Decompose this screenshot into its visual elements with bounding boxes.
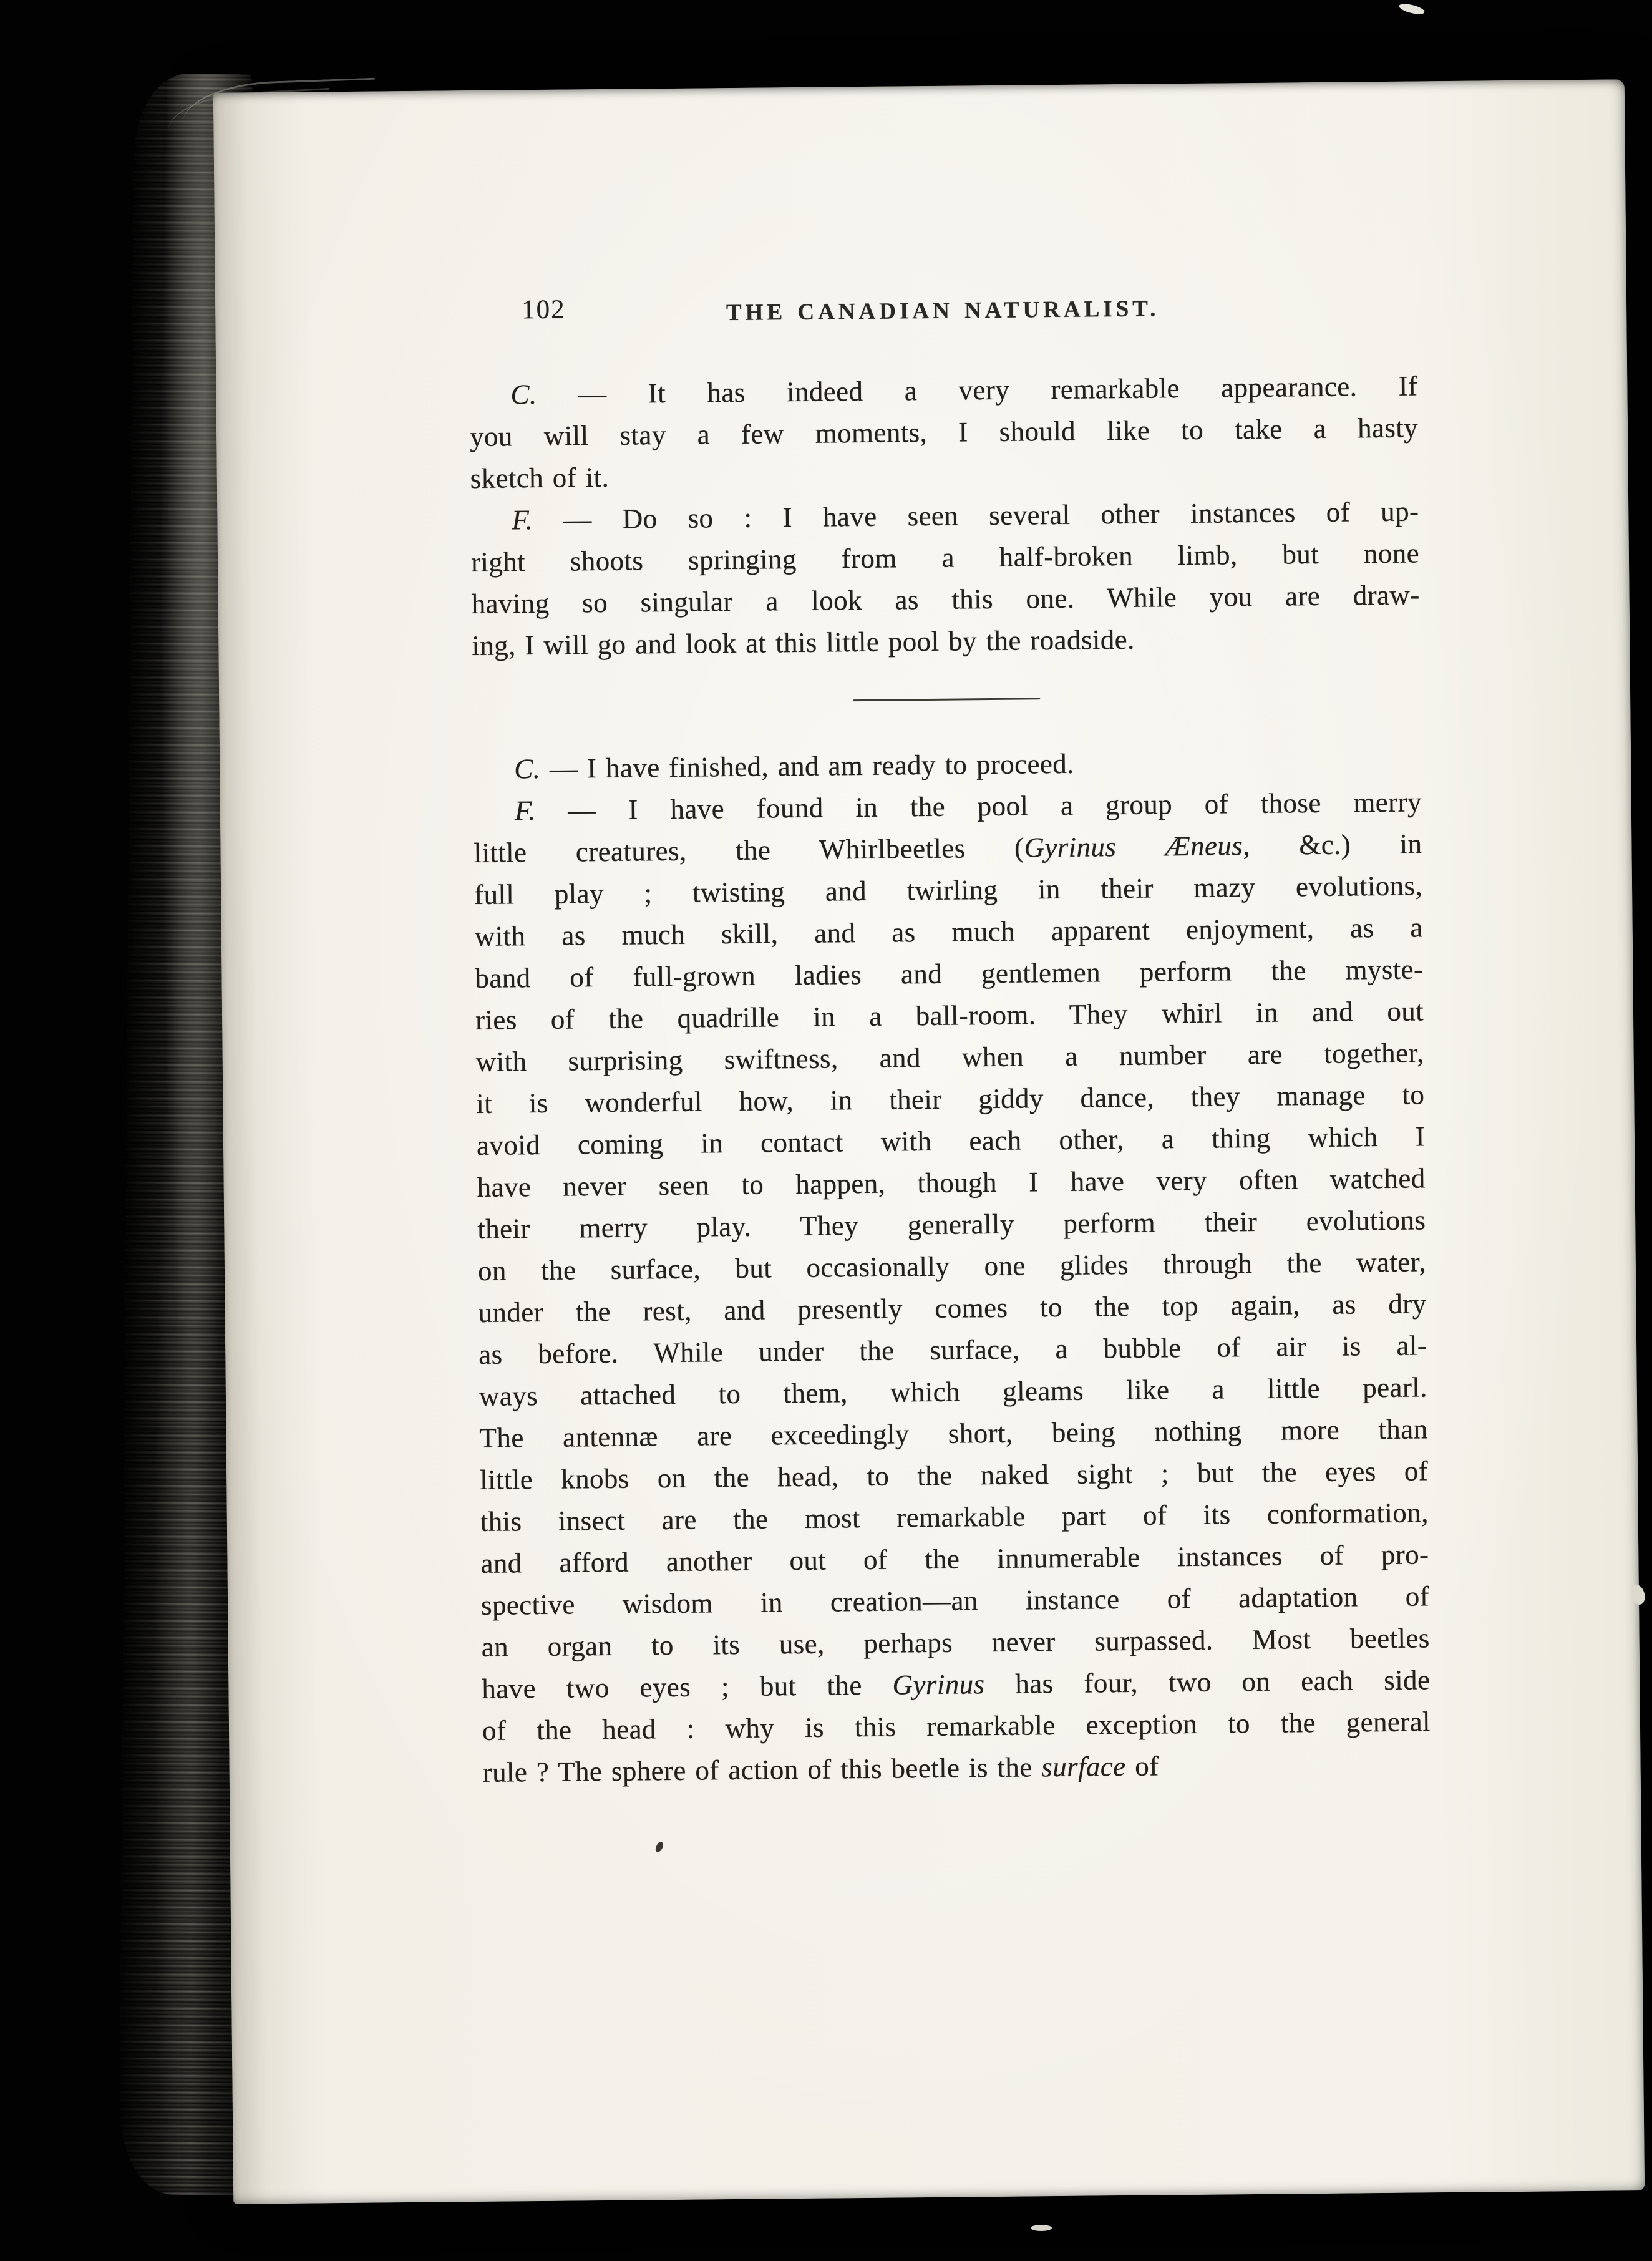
dialogue-section-2 [473,739,1431,1794]
text-line: you will stay a few moments, I should like to take a hasty [469,412,1419,453]
text-line: F. — I have found in the pool a group of those merry [514,786,1422,827]
text-line: and afford another out of the innumerable instances of pro- [480,1539,1429,1579]
text-line: this insect are the most remarkable part of its conformation, [480,1497,1429,1537]
paragraph [474,781,1431,1794]
text-line: F. — Do so : I have seen several other instances of up- [512,495,1419,536]
text-line: have two eyes ; but the Gyrinus has four, two on each side [482,1664,1431,1704]
scan-artifact [1398,2,1426,16]
text-line: band of full-grown ladies and gentlemen perform the myste- [475,953,1424,994]
paragraph [469,365,1419,500]
text-line: C. — I have finished, and am ready to proceed. [513,747,1075,785]
text-line: under the rest, and presently comes to the top again, as dry [478,1288,1427,1328]
running-title: THE CANADIAN NATURALIST. [726,296,1160,326]
paragraph [470,490,1421,667]
text-line: having so singular a look as this one. While you are draw- [471,579,1420,620]
text-line: ways attached to them, which gleams like a little pearl. [479,1371,1428,1412]
page-number: 102 [521,294,566,325]
text-line: with surprising swiftness, and when a number are together, [475,1037,1424,1077]
book-page [213,79,1645,2204]
text-line: ries of the quadrille in a ball-room. They whirl in and out [475,995,1424,1036]
text-line: it is wonderful how, in their giddy dance, they manage to [476,1079,1425,1119]
text-line: as before. While under the surface, a bubble of air is al- [478,1330,1427,1370]
dialogue-section-1 [469,365,1420,667]
text-line: with as much skill, and as much apparent enjoyment, as a [474,912,1423,952]
text-block [469,278,1431,1793]
text-line: right shoots springing from a half-broken limb, but none [470,537,1420,578]
section-divider-rule [853,698,1040,701]
text-line: little creatures, the Whirlbeetles (Gyrinus Æneus, &c.) in [474,828,1422,868]
scan-artifact [1031,2225,1052,2231]
text-line: rule ? The sphere of action of this beetle is the surface of [482,1750,1159,1788]
page-header [469,278,1417,326]
text-line: their merry play. They generally perform their evolutions [477,1204,1426,1245]
text-line: The antennæ are exceedingly short, being nothing more than [479,1413,1428,1454]
text-line: of the head : why is this remarkable exception to the general [482,1706,1431,1746]
text-line: C. — It has indeed a very remarkable appearance. If [510,370,1418,411]
text-line: on the surface, but occasionally one glides through the water, [477,1246,1427,1286]
text-line: an organ to its use, perhaps never surpassed. Most beetles [481,1622,1430,1663]
text-line: full play ; twisting and twirling in their mazy evolutions, [474,870,1423,910]
text-line: have never seen to happen, though I have very often watched [477,1162,1426,1203]
text-line: avoid coming in contact with each other, a thing which I [476,1121,1426,1161]
text-line: sketch of it. [470,461,610,495]
text-line: ing, I will go and look at this little pool by the roadside. [472,623,1135,661]
text-line: little knobs on the head, to the naked sight ; but the eyes of [479,1455,1429,1495]
text-line: spective wisdom in creation—an instance of adaptation of [480,1580,1430,1621]
